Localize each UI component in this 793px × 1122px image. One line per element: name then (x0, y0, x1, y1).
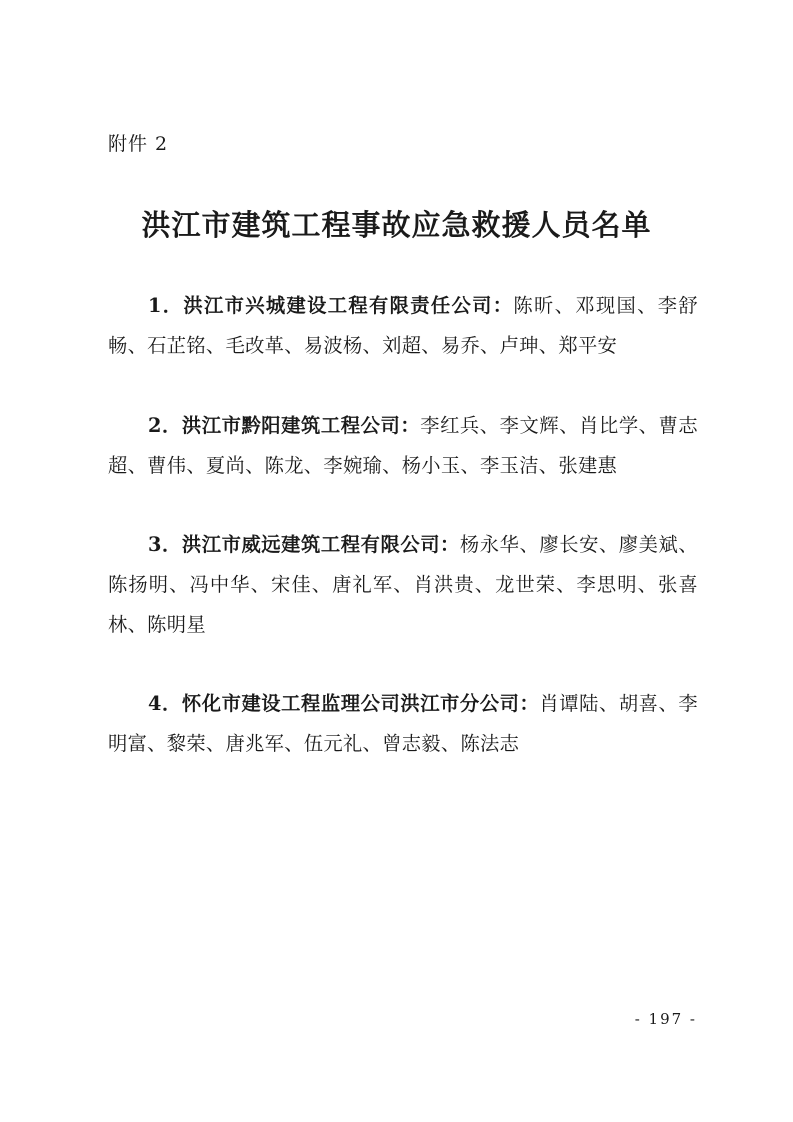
rescue-team-entry-1 (108, 286, 698, 366)
entry-number: 3． (148, 533, 182, 556)
company-name: 洪江市兴城建设工程有限责任公司： (183, 294, 514, 317)
rescue-team-entry-2 (108, 406, 698, 486)
company-name: 洪江市威远建筑工程有限公司： (181, 533, 460, 556)
personnel-names: 肖谭陆、胡喜、李明富、黎荣、唐兆军、伍元礼、曾志毅、陈法志 (108, 692, 698, 755)
attachment-label: 附件 2 (108, 133, 169, 155)
personnel-names: 杨永华、廖长安、廖美斌、陈扬明、冯中华、宋佳、唐礼军、肖洪贵、龙世荣、李思明、张喜林、陈明星 (108, 533, 698, 636)
entry-number: 4． (148, 692, 182, 715)
rescue-team-entry-4 (108, 684, 698, 764)
personnel-names: 李红兵、李文辉、肖比学、曹志超、曹伟、夏尚、陈龙、李婉瑜、杨小玉、李玉洁、张建惠 (108, 414, 698, 477)
company-name: 洪江市黔阳建筑工程公司： (181, 414, 421, 437)
entry-number: 1． (148, 294, 184, 317)
entry-number: 2． (148, 414, 182, 437)
rescue-team-entry-3 (108, 525, 698, 645)
personnel-names: 陈昕、邓现国、李舒畅、石芷铭、毛改革、易波杨、刘超、易乔、卢珅、郑平安 (108, 294, 698, 357)
page-number: - 197 - (634, 1010, 697, 1028)
company-name: 怀化市建设工程监理公司洪江市分公司： (181, 692, 540, 715)
document-title: 洪江市建筑工程事故应急救援人员名单 (141, 208, 652, 242)
